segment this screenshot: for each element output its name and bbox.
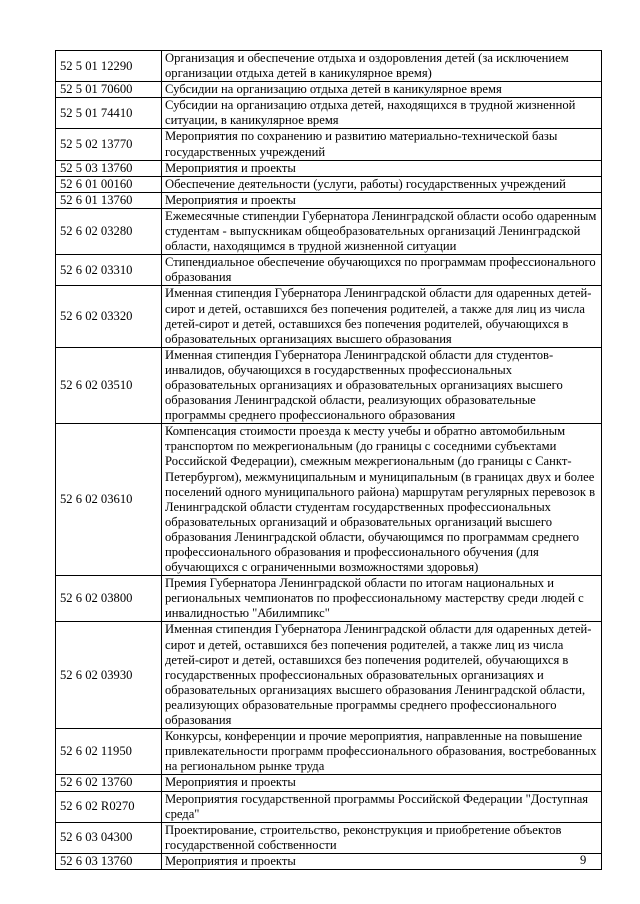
table-row xyxy=(56,622,602,729)
row-description-cell: Субсидии на организацию отдыха детей, находящихся в трудной жизненной ситуации, в каникулярное время xyxy=(162,98,602,129)
budget-classification-table xyxy=(55,50,602,870)
row-code-cell: 52 6 02 03310 xyxy=(56,255,162,286)
table-row xyxy=(56,51,602,82)
row-description-cell: Мероприятия по сохранению и развитию материально-технической базы государственных учреждений xyxy=(162,129,602,160)
table-row xyxy=(56,853,602,869)
row-code-cell: 52 6 03 04300 xyxy=(56,822,162,853)
row-code-cell: 52 6 01 13760 xyxy=(56,192,162,208)
row-code-cell: 52 6 02 03930 xyxy=(56,622,162,729)
row-code-cell: 52 6 02 03280 xyxy=(56,208,162,254)
table-row xyxy=(56,255,602,286)
table-row xyxy=(56,347,602,423)
row-description-cell: Мероприятия и проекты xyxy=(162,160,602,176)
row-description-cell: Именная стипендия Губернатора Ленинградской области для одаренных детей-сирот и детей, оставшихся без попечения родителей, а также для лиц из числа детей-сирот и детей, оставшихся без попечения родителей, обучающихся в образовательных организациях высшего образования xyxy=(162,286,602,347)
row-code-cell: 52 6 02 03320 xyxy=(56,286,162,347)
table-row xyxy=(56,424,602,576)
row-description-cell: Ежемесячные стипендии Губернатора Ленинградской области особо одаренным студентам - выпускникам общеобразовательных организаций Ленинградской области, находящимся в трудной жизненной ситуации xyxy=(162,208,602,254)
row-description-cell: Мероприятия государственной программы Российской Федерации "Доступная среда" xyxy=(162,791,602,822)
table-row xyxy=(56,822,602,853)
row-code-cell: 52 6 02 03510 xyxy=(56,347,162,423)
table-row xyxy=(56,729,602,775)
table-row xyxy=(56,192,602,208)
row-code-cell: 52 6 02 03610 xyxy=(56,424,162,576)
row-code-cell: 52 6 03 13760 xyxy=(56,853,162,869)
table-row xyxy=(56,775,602,791)
row-code-cell: 52 5 01 70600 xyxy=(56,82,162,98)
row-code-cell: 52 6 02 03800 xyxy=(56,576,162,622)
row-description-cell: Премия Губернатора Ленинградской области по итогам национальных и региональных чемпионатов по профессиональному мастерству среди людей с инвалидностью "Абилимпикс" xyxy=(162,576,602,622)
table-row xyxy=(56,129,602,160)
row-description-cell: Именная стипендия Губернатора Ленинградской области для студентов-инвалидов, обучающихся в государственных профессиональных образовательных организациях и образовательных организациях высшего образования Ленинградской области, реализующих образовательные программы среднего профессионального образования xyxy=(162,347,602,423)
row-description-cell: Именная стипендия Губернатора Ленинградской области для одаренных детей-сирот и детей, оставшихся без попечения родителей, а также лиц из числа детей-сирот и детей, оставшихся без попечения родителей, обучающихся в государственных профессиональных образовательных организациях и образовательных организациях высшего образования Ленинградской области, реализующих образовательные программы среднего профессионального образования xyxy=(162,622,602,729)
row-code-cell: 52 6 02 R0270 xyxy=(56,791,162,822)
row-description-cell: Мероприятия и проекты xyxy=(162,853,602,869)
row-code-cell: 52 5 01 74410 xyxy=(56,98,162,129)
row-description-cell: Мероприятия и проекты xyxy=(162,192,602,208)
table-row xyxy=(56,208,602,254)
table-row xyxy=(56,286,602,347)
table-row xyxy=(56,176,602,192)
page-number: 9 xyxy=(580,853,587,867)
row-code-cell: 52 6 01 00160 xyxy=(56,176,162,192)
table-row xyxy=(56,791,602,822)
row-code-cell: 52 5 02 13770 xyxy=(56,129,162,160)
row-description-cell: Обеспечение деятельности (услуги, работы) государственных учреждений xyxy=(162,176,602,192)
table-row xyxy=(56,160,602,176)
table-row xyxy=(56,576,602,622)
row-description-cell: Проектирование, строительство, реконструкция и приобретение объектов государственной собственности xyxy=(162,822,602,853)
row-code-cell: 52 5 01 12290 xyxy=(56,51,162,82)
row-description-cell: Мероприятия и проекты xyxy=(162,775,602,791)
row-description-cell: Стипендиальное обеспечение обучающихся по программам профессионального образования xyxy=(162,255,602,286)
row-description-cell: Конкурсы, конференции и прочие мероприятия, направленные на повышение привлекательности программ профессионального образования, востребованных на региональном рынке труда xyxy=(162,729,602,775)
row-description-cell: Субсидии на организацию отдыха детей в каникулярное время xyxy=(162,82,602,98)
row-code-cell: 52 5 03 13760 xyxy=(56,160,162,176)
row-description-cell: Организация и обеспечение отдыха и оздоровления детей (за исключением организации отдыха детей в каникулярное время) xyxy=(162,51,602,82)
table-body xyxy=(56,51,602,870)
row-code-cell: 52 6 02 13760 xyxy=(56,775,162,791)
table-row xyxy=(56,82,602,98)
table-row xyxy=(56,98,602,129)
row-code-cell: 52 6 02 11950 xyxy=(56,729,162,775)
row-description-cell: Компенсация стоимости проезда к месту учебы и обратно автомобильным транспортом по межрегиональным (до границы с соседними субъектами Российской Федерации), смежным межрегиональным (до границы с Санкт-Петербургом), межмуниципальным и муниципальным (в границах двух и более поселений одного муниципального района) маршрутам регулярных перевозок в Ленинградской области студентам государственных профессиональных образовательных организаций и образовательных организаций высшего образования Ленинградской области, обучающимся по программам среднего профессионального образования и профессионального обучения (для обучающихся с ограниченными возможностями здоровья) xyxy=(162,424,602,576)
